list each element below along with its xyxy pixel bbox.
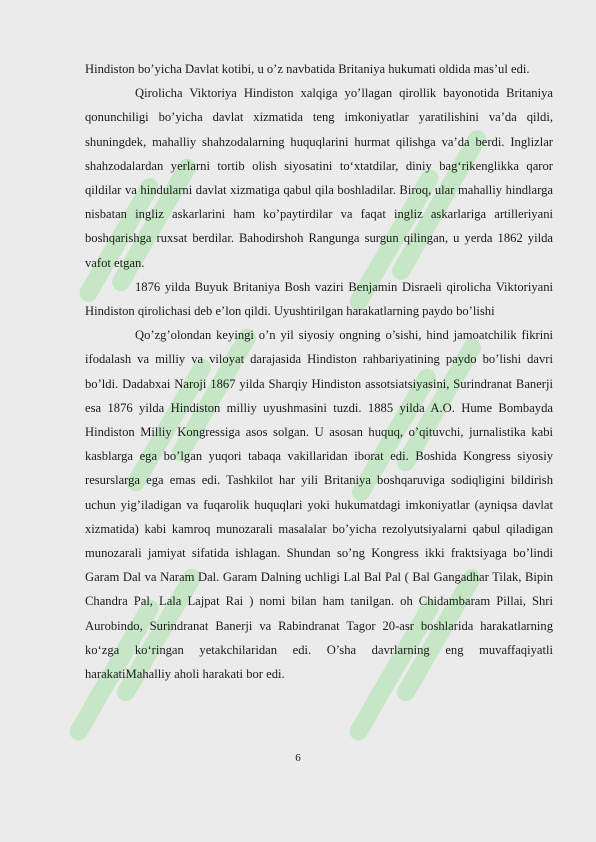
body-text — [85, 57, 553, 686]
paragraph-1: Hindiston bo’yicha Davlat kotibi, u o’z navbatida Britaniya hukumati oldida mas’ul edi. — [85, 62, 530, 76]
paragraph-4: Qo’zg’olondan keyingi o’n yil siyosiy ongning o’sishi, hind jamoatchilik fikrini ifodalash va milliy va viloyat darajasida Hindiston rahbariyatining paydo bo’lishi davri bo’ldi. Dadabxai Naroji 1867 yilda Sharqiy Hindiston assotsiatsiyasini, Surindranat Banerji esa 1876 yilda Hindiston milliy uyushmasini tuzdi. 1885 yilda A.O. Hume Bombayda Hindiston Milliy Kongressiga asos solgan. U asosan huquq, o’qituvchi, jurnalistika kabi kasblarga ega bo’lgan yuqori tabaqa vakillaridan iborat edi. Boshida Kongress siyosiy resurslarga ega emas edi. Tashkilot har yili Britaniya boshqaruviga sodiqligini bildirish uchun yig’iladigan va fuqarolik huquqlari yoki hukumatdagi imkoniyatlar (ayniqsa davlat xizmatida) kabi kamroq munozarali masalalar bo’yicha rezolyutsiyalarni qabul qiladigan munozarali jamiyat sifatida ishlagan. Shundan so’ng Kongress ikki fraktsiyaga bo’lindi Garam Dal va Naram Dal. Garam Dalning uchligi Lal Bal Pal ( Bal Gangadhar Tilak, Bipin Chandra Pal, Lala Lajpat Rai ) nomi bilan ham tanilgan. oh Chidambaram Pillai, Shri Aurobindo, Surindranat Banerji va Rabindranat Tagor 20-asr boshlarida harakatlarning ko‘zga ko‘ringan yetakchilaridan edi. O’sha davrlarning eng muvaffaqiyatli harakatiMahalliy aholi harakati bor edi. — [85, 328, 553, 682]
page-number: 6 — [295, 752, 301, 764]
paragraph-2: Qirolicha Viktoriya Hindiston xalqiga yo’llagan qirollik bayonotida Britaniya qonunchiligi bo’yicha davlat xizmatida teng imkoniyatlar yaratilishini va’da qildi, shuningdek, mahalliy shahzodalarning huquqlarini hurmat qilishga va’da berdi. Inglizlar shahzodalardan yerlarni tortib olish siyosatini to‘xtatdilar, diniy bag‘rikenglikka qaror qildilar va hindularni davlat xizmatiga qabul qila boshladilar. Biroq, ular mahalliy hindlarga nisbatan ingliz askarlarini ham ko’paytirdilar va faqat ingliz askarlariga artilleriyani boshqarishga ruxsat berdilar. Bahodirshoh Rangunga surgun qilingan, u yerda 1862 yilda vafot etgan. — [85, 86, 553, 270]
paragraph-3: 1876 yilda Buyuk Britaniya Bosh vaziri Benjamin Disraeli qirolicha Viktoriyani Hindiston qirolichasi deb e’lon qildi. Uyushtirilgan harakatlarning paydo bo’lishi — [85, 279, 553, 319]
